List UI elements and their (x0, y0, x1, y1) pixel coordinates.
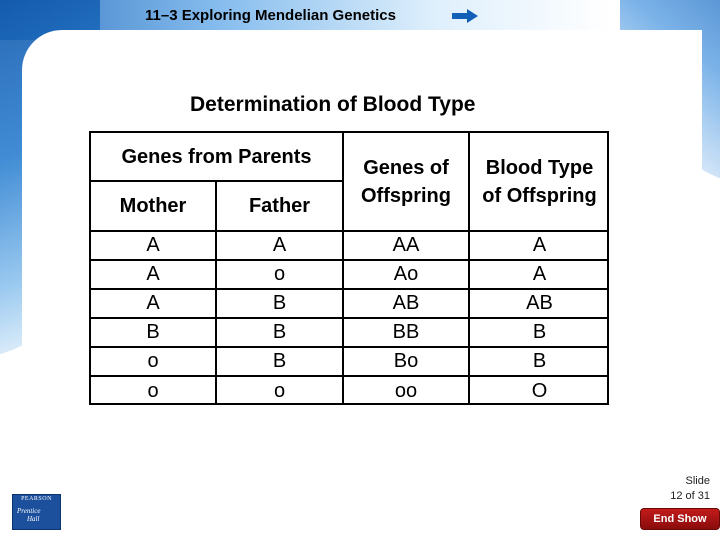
cell-genes: AA (392, 234, 420, 256)
cell-father: A (272, 234, 287, 256)
blood-type-table (89, 131, 609, 405)
cell-genes: oo (394, 379, 418, 402)
cell-blood-type: B (532, 321, 547, 343)
cell-blood-type: AB (526, 292, 553, 314)
pearson-prentice-hall-logo (12, 494, 61, 530)
arrow-right-icon[interactable] (452, 9, 478, 23)
header-genes-of-offspring (344, 143, 468, 221)
cell-mother: A (146, 234, 160, 256)
cell-blood-type: A (532, 234, 547, 256)
table-title: Determination of Blood Type (190, 93, 476, 116)
header-blood-line2: of Offspring (482, 185, 597, 207)
header-genes-line2: Offspring (361, 185, 451, 207)
end-show-button[interactable]: End Show (640, 508, 720, 530)
header-blood-line1: Blood Type (485, 157, 594, 179)
slide-number (645, 474, 710, 504)
cell-father: o (273, 379, 286, 402)
cell-mother: B (146, 321, 160, 343)
header-blood-type-of-offspring (470, 143, 609, 221)
cell-mother: o (147, 350, 159, 372)
logo-imprint (17, 507, 40, 523)
section-title: 11–3 Exploring Mendelian Genetics (145, 7, 396, 24)
cell-genes: AB (392, 292, 420, 314)
header-genes-line1: Genes of (363, 157, 449, 179)
cell-blood-type: B (532, 350, 547, 372)
cell-mother: A (146, 292, 160, 314)
header-father: Father (248, 195, 311, 217)
cell-father: B (272, 350, 287, 372)
header-mother: Mother (119, 195, 187, 217)
header-genes-from-parents: Genes from Parents (121, 145, 312, 168)
cell-father: o (273, 263, 286, 285)
cell-blood-type: A (532, 263, 547, 285)
slide-label: Slide (685, 475, 710, 487)
cell-genes: Bo (393, 350, 419, 372)
cell-blood-type: O (531, 379, 548, 402)
cell-mother: o (147, 379, 159, 402)
cell-father: B (272, 292, 287, 314)
cell-mother: A (146, 263, 160, 285)
logo-brand: PEARSON (21, 496, 52, 502)
cell-genes: Ao (393, 263, 419, 285)
cell-father: B (272, 321, 287, 343)
cell-genes: BB (392, 321, 420, 343)
slide-position: 12 of 31 (670, 490, 710, 502)
logo-line2: Hall (27, 515, 40, 523)
logo-line1: Prentice (17, 507, 41, 515)
